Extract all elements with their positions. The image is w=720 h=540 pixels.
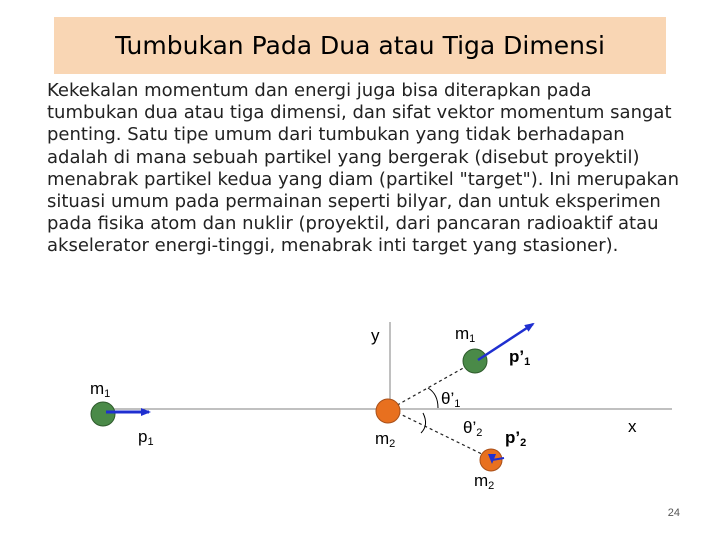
m1-after-label: m1	[455, 324, 476, 345]
slide-title: Tumbukan Pada Dua atau Tiga Dimensi	[115, 31, 605, 60]
theta1-label: θ’1	[441, 389, 461, 410]
m1-before-label: m1	[90, 379, 111, 400]
theta1-arc	[428, 388, 438, 408]
m2-ball-after	[480, 449, 502, 471]
slide-number: 24	[667, 507, 680, 519]
p1-vector-after	[478, 324, 533, 360]
theta2-arc	[421, 413, 426, 433]
p1-before-label: p1	[138, 427, 154, 448]
body-paragraph: Kekekalan momentum dan energi juga bisa diterapkan pada tumbukan dua atau tiga dimensi, dan sifat vektor momentum sangat penting. Satu tipe umum dari tumbukan yang tidak berhadapan adalah di mana sebuah partikel yang bergerak (disebut proyektil) menabrak partikel kedua yang diam (partikel "target"). Ini merupakan situasi umum pada permainan seperti bilyar, dan untuk eksperimen pada fisika atom dan nuklir (proyektil, dari pancaran radioaktif atau akselerator energi-tinggi, menabrak inti target yang stasioner).	[47, 80, 680, 257]
p1-after-label: p’1	[509, 347, 531, 368]
theta2-label: θ’2	[463, 418, 483, 439]
m2-after-label: m2	[474, 471, 495, 492]
p2-direction-arrow	[525, 466, 605, 505]
trajectory-m1-dashed	[392, 362, 474, 408]
m2-before-label: m2	[375, 429, 396, 450]
m1-ball-before	[91, 402, 115, 426]
y-axis-label: y	[371, 326, 380, 345]
p2-after-label: p’2	[505, 428, 527, 449]
x-axis-label: x	[628, 417, 637, 436]
m2-ball-before	[376, 399, 400, 423]
m1-ball-after	[463, 349, 487, 373]
